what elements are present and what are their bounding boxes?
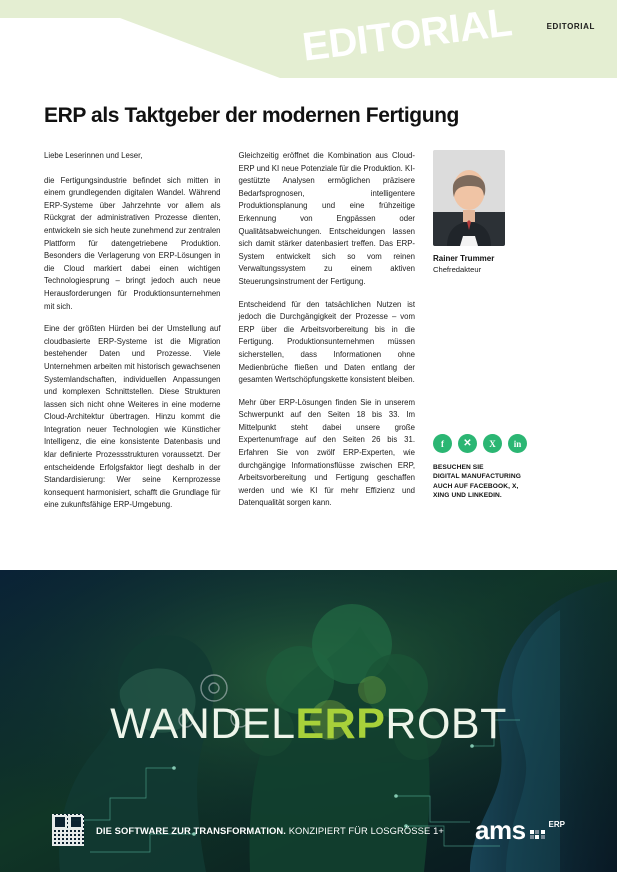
section-label: EDITORIAL	[546, 22, 595, 31]
facebook-icon[interactable]: f	[433, 434, 452, 453]
ad-tagline-bold: DIE SOFTWARE ZUR TRANSFORMATION.	[96, 824, 286, 836]
social-note-line-1: BESUCHEN SIE	[433, 464, 484, 471]
ad-headline-part1: WANDEL	[110, 700, 296, 748]
column-left	[44, 150, 221, 522]
social-note-line-2: DIGITAL MANUFACTURING	[433, 473, 521, 481]
ad-tagline-light: KONZIPIERT FÜR LOSGRÖSSE 1+	[286, 824, 444, 836]
page-header	[0, 0, 617, 78]
xing-icon[interactable]: X	[483, 434, 502, 453]
ad-logo-text: ams	[475, 815, 526, 845]
paragraph: die Fertigungsindustrie befindet sich mitten in einem grundlegenden digitalen Wandel. Während ERP-Systeme über Jahrzehnte vor allem als Rückgrat der administrativen Prozesse dienten, entwickeln sie sich heute zunehmend zur zentralen Plattform für datengetriebene Produktion. Besonders die Verlagerung von ERP-Lösungen in die Cloud markiert dabei einen wichtigen Technologiesprung – bringt jedoch auch neue Herausforderungen für Produktionsunternehmen mit sich.	[44, 175, 221, 311]
salutation: Liebe Leserinnen und Leser,	[44, 151, 143, 160]
paragraph: Gleichzeitig eröffnet die Kombination aus Cloud-ERP und KI neue Potenziale für die Produktion. KI-gestützte Analysen ermöglichen präzisere Bedarfsprognosen, intelligentere Produktionsplanung und eine frühzeitige Erkennung von Engpässen oder Qualitätsabweichungen. Entscheidungen lassen sich damit stärker datenbasiert treffen. Das ERP-System entwickelt sich so vom reinen Verwaltungssystem zu einem aktiven Steuerungsinstrument der Fertigung.	[238, 151, 415, 286]
ad-logo-suffix: ERP	[548, 820, 565, 829]
ad-headline	[0, 700, 617, 749]
column-right	[433, 150, 573, 522]
ad-tagline	[96, 825, 444, 836]
author-role: Chefredakteur	[433, 265, 482, 274]
column-middle	[239, 150, 416, 522]
logo-dots-icon	[530, 830, 545, 840]
qr-code-icon[interactable]	[52, 814, 84, 846]
social-note	[433, 463, 573, 501]
ad-headline-part2: ERP	[295, 700, 386, 748]
social-links	[433, 434, 573, 453]
x-icon[interactable]: ✕	[458, 434, 477, 453]
author-name: Rainer Trummer	[433, 254, 495, 263]
page-title: ERP als Taktgeber der modernen Fertigung	[44, 104, 459, 127]
ad-headline-part3: ROBT	[385, 700, 507, 748]
paragraph: Eine der größten Hürden bei der Umstellung auf cloudbasierte ERP-Systeme ist die Migration bestehender Daten und Prozesse. Viele Unternehmen arbeiten mit historisch gewachsenen Systemlandschaften, individuellen Anpassungen und komplexen Schnittstellen. Diese Strukturen lassen sich nicht ohne Weiteres in eine moderne Cloud-Architektur übertragen. Hinzu kommt die Integration neuer Technologien wie Künstlicher Intelligenz, die eine konsistente Datenbasis und klar definierte Prozessstrukturen voraussetzt. Der entscheidende Erfolgsfaktor liegt deshalb in der Standardisierung: Wer seine Kernprozesse konsequent harmonisiert, schafft die Grundlage für eine zukunftsfähige ERP-Umgebung.	[44, 324, 221, 510]
social-note-line-3: AUCH AUF FACEBOOK, X,	[433, 482, 519, 490]
advertisement[interactable]	[0, 570, 617, 872]
social-note-line-4: XING UND LINKEDIN.	[433, 492, 502, 500]
article-body	[44, 150, 573, 522]
ams-erp-logo[interactable]	[475, 815, 565, 845]
avatar	[433, 150, 505, 246]
paragraph: Entscheidend für den tatsächlichen Nutzen ist jedoch die Durchgängigkeit der Prozesse – vom ERP über die Arbeitsvorbereitung bis in die Fertigung. Produktionsunternehmen müssen sicherstellen, dass Informationen ohne Medienbrüche fließen und Daten entlang der gesamten Wertschöpfungskette konsistent bleiben.	[238, 299, 415, 385]
editorial-watermark: EDITORIAL	[300, 0, 515, 70]
linkedin-icon[interactable]: in	[508, 434, 527, 453]
paragraph: Mehr über ERP-Lösungen finden Sie in unserem Schwerpunkt auf den Seiten 18 bis 33. Im Mittelpunkt steht dabei unsere große Expertenumfrage auf den Seiten 26 bis 31. Erfahren Sie von zwölf ERP-Experten, wie durchgängige Informationsflüsse zwischen ERP, Arbeitsvorbereitung und Fertigung geschaffen werden und wie KI für mehr Effizienz und Datenqualität sorgen kann.	[238, 397, 415, 508]
ad-footer	[0, 810, 617, 850]
